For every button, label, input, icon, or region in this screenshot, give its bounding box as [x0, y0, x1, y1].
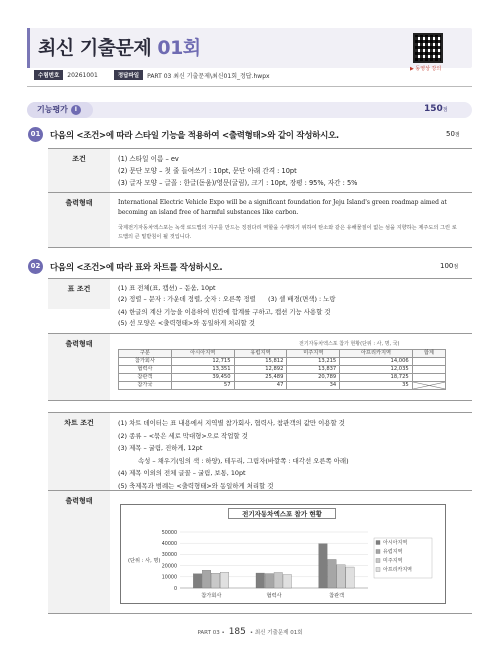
bar	[220, 572, 229, 588]
legend-swatch	[376, 568, 380, 572]
q1-score-value: 50	[446, 130, 455, 138]
total-score	[424, 104, 448, 114]
condition-item: (2) 종류 – <묶은 세로 막대형>으로 작업할 것	[118, 431, 248, 440]
q2-table-condition-list	[118, 283, 468, 305]
answer-file-path: PART 03 최신 기출문제\최신01회_정답.hwpx	[147, 72, 270, 80]
answer-file-tag: 정답파일	[114, 70, 143, 80]
exam-no-tag: 수험번호	[34, 70, 63, 80]
q1-output-body	[118, 198, 468, 242]
page-number: 185	[228, 627, 246, 637]
table-header: 아프리카지역	[340, 350, 412, 358]
title-main: 최신 기출문제	[38, 37, 158, 59]
legend-label: 아프리카지역	[383, 567, 412, 573]
y-tick-label: 10000	[161, 575, 177, 581]
table-cell: 참가회사	[119, 358, 172, 366]
table-row	[119, 382, 446, 390]
table-cell: 25,489	[234, 374, 287, 382]
grading-number-badge: I	[71, 105, 81, 115]
grading-label	[27, 102, 93, 118]
q2-table-output-label: 출력형태	[48, 334, 110, 400]
table-header: 합계	[412, 350, 445, 358]
x-tick-label: 참가회사	[201, 593, 222, 599]
y-tick-label: 30000	[161, 553, 177, 559]
table-cell: 18,725	[340, 374, 412, 382]
condition-item: (1) 표 전체(표, 캡션) – 돋움, 10pt	[118, 284, 216, 292]
condition-item: (1) 스타일 이름 – ev	[118, 155, 179, 163]
grading-label-text: 기능평가	[37, 105, 68, 114]
video-lecture-label[interactable]: ▶ 동영상 강의	[410, 66, 442, 72]
q2-score-unit: 점	[453, 264, 459, 270]
table-cell: 39,450	[171, 374, 234, 382]
page-title	[38, 33, 201, 60]
question-text-1: 다음의 <조건>에 따라 스타일 기능을 적용하여 <출력형태>와 같이 작성하시오.	[50, 131, 339, 141]
bar	[202, 570, 211, 588]
table-row	[119, 374, 446, 382]
condition-item-pair	[118, 294, 468, 305]
bar	[328, 559, 337, 588]
bar	[283, 575, 292, 588]
bar	[319, 544, 328, 588]
q1-condition-row	[48, 148, 472, 192]
y-axis-label: (단위 : 사, 명)	[128, 558, 161, 564]
table-row	[119, 366, 446, 374]
condition-item: (3) 제목 – 굴림, 진하게, 12pt	[118, 444, 203, 452]
condition-item: (3) 글자 모양 – 글꼴 : 한글(돋움)/영문(굴림), 크기 : 10pt, 장평 : 95%, 자간 : 5%	[118, 179, 358, 187]
condition-item: (1) 차트 데이터는 표 내용에서 지역별 참가회사, 협력사, 참관객의 값만 이용할 것	[118, 419, 345, 427]
q2-chart-output-label: 출력형태	[48, 491, 110, 613]
q2-chart-condition-list	[118, 417, 468, 492]
q1-output-label: 출력형태	[48, 193, 110, 247]
bar	[211, 573, 220, 588]
legend-swatch	[376, 550, 380, 554]
bar	[265, 574, 274, 588]
q2-table-condition-extra	[118, 307, 330, 329]
bar	[193, 574, 202, 588]
table-cell-crossed	[412, 382, 445, 390]
question-number-2: 02	[28, 259, 43, 274]
condition-item: (5) 선 모양은 <출력형태>와 동일하게 처리할 것	[118, 319, 255, 327]
bar	[346, 567, 355, 588]
condition-item: (4) 한글의 계산 기능을 이용하여 빈칸에 합계를 구하고, 캡션 기능 사용할 것	[118, 308, 331, 316]
q2-table-condition-row	[48, 278, 472, 309]
table-header-row	[119, 350, 446, 358]
question-number-1: 01	[28, 127, 43, 142]
q2-table-condition-label: 표 조건	[48, 279, 110, 309]
q2-chart-condition-label: 차트 조건	[48, 413, 110, 490]
table-cell: 13,215	[287, 358, 340, 366]
english-paragraph: International Electric Vehicle Expo will be a significant foundation for Jeju Island's green roadmap aimed at becoming an island free of harmful substances like carbon.	[118, 199, 447, 216]
table-cell	[412, 374, 445, 382]
chart-title: 전기자동차엑스포 참가 현황	[228, 508, 336, 519]
table-cell: 12,715	[171, 358, 234, 366]
q2-score-value: 100	[440, 262, 454, 270]
exam-no: 20261001	[67, 71, 98, 79]
condition-item: (3) 셀 배경(면색) : 노랑	[268, 295, 336, 303]
table-cell: 34	[287, 382, 340, 390]
header-accent-bar	[27, 28, 30, 68]
question-score-2	[440, 262, 458, 270]
table-cell: 12,892	[234, 366, 287, 374]
table-cell: 15,812	[234, 358, 287, 366]
bar	[337, 565, 346, 588]
question-text-2: 다음의 <조건>에 따라 표와 차트를 작성하시오.	[50, 263, 223, 273]
total-score-value: 150	[424, 104, 443, 114]
question-score-1	[446, 130, 460, 138]
q1-output-row	[48, 192, 472, 248]
y-tick-label: 20000	[161, 564, 177, 570]
table-cell: 13,837	[287, 366, 340, 374]
q2-chart-condition-row	[48, 412, 472, 490]
bar	[256, 573, 265, 588]
footer	[0, 627, 500, 637]
meta-row	[34, 69, 270, 81]
table-cell	[412, 366, 445, 374]
legend-label: 아시아지역	[383, 540, 408, 546]
table-cell	[412, 358, 445, 366]
table-cell: 20,789	[287, 374, 340, 382]
title-accent: 01회	[157, 37, 201, 59]
qr-code-icon[interactable]	[413, 33, 443, 63]
table-cell: 47	[234, 382, 287, 390]
condition-item: (2) 정렬 – 문자 : 가운데 정렬, 숫자 : 오른쪽 정렬	[118, 295, 256, 303]
legend-label: 유럽지역	[383, 549, 403, 555]
legend-label: 미주지역	[383, 558, 403, 564]
q1-score-unit: 점	[454, 132, 460, 138]
table-cell: 협력사	[119, 366, 172, 374]
y-tick-label: 0	[173, 586, 177, 592]
divider	[27, 86, 472, 87]
table-cell: 13,351	[171, 366, 234, 374]
table-cell: 35	[340, 382, 412, 390]
y-tick-label: 40000	[161, 542, 177, 547]
y-tick-label: 50000	[161, 530, 177, 536]
table-header: 유럽지역	[234, 350, 287, 358]
condition-item: (4) 제목 이외의 전체 글꼴 – 굴림, 보통, 10pt	[118, 469, 246, 477]
table-caption: 전기자동차엑스포 참가 현황(단위 : 사, 명, 국)	[299, 341, 400, 347]
table-header: 구분	[119, 350, 172, 358]
legend-swatch	[376, 541, 380, 545]
bar	[274, 573, 283, 588]
table-cell: 12,035	[340, 366, 412, 374]
condition-item: (5) 축제목과 범례는 <출력형태>와 동일하게 처리할 것	[118, 481, 274, 490]
table-cell: 참관객	[119, 374, 172, 382]
x-tick-label: 참관객	[329, 593, 345, 599]
legend-swatch	[376, 559, 380, 563]
table-cell: 57	[171, 382, 234, 390]
total-score-unit: 점	[442, 107, 448, 113]
condition-item: 속성 – 채우기(임의 색 : 하양), 테두리, 그림자(바깥쪽 : 대각선 오른쪽 아래)	[138, 456, 349, 465]
x-tick-label: 협력사	[266, 593, 282, 599]
condition-item: (2) 문단 모양 – 첫 줄 들여쓰기 : 10pt, 문단 아래 간격 : 10pt	[118, 167, 297, 175]
table-header: 아시아지역	[171, 350, 234, 358]
korean-paragraph: 국제전기자동차엑스포는 녹색 로드맵의 지구를 만드는 징검다리 역할을 수행하기 위하여 탄소와 같은 유해물질이 없는 섬을 지향하는 제주도의 그린 로드맵의 큰 밑받침이 될 것입니다.	[118, 225, 457, 240]
table-row	[119, 358, 446, 366]
q1-condition-label: 조건	[48, 149, 110, 192]
table-header: 미주지역	[287, 350, 340, 358]
output-table	[118, 349, 446, 390]
table-cell: 참가국	[119, 382, 172, 390]
grading-bar	[27, 102, 472, 118]
footer-section: • 최신 기출문제 01회	[249, 630, 303, 636]
bar-chart	[120, 504, 446, 604]
footer-part: PART 03 •	[197, 630, 225, 636]
table-cell: 14,006	[340, 358, 412, 366]
cross-out-icon	[413, 382, 445, 389]
q1-condition-list	[118, 153, 468, 189]
